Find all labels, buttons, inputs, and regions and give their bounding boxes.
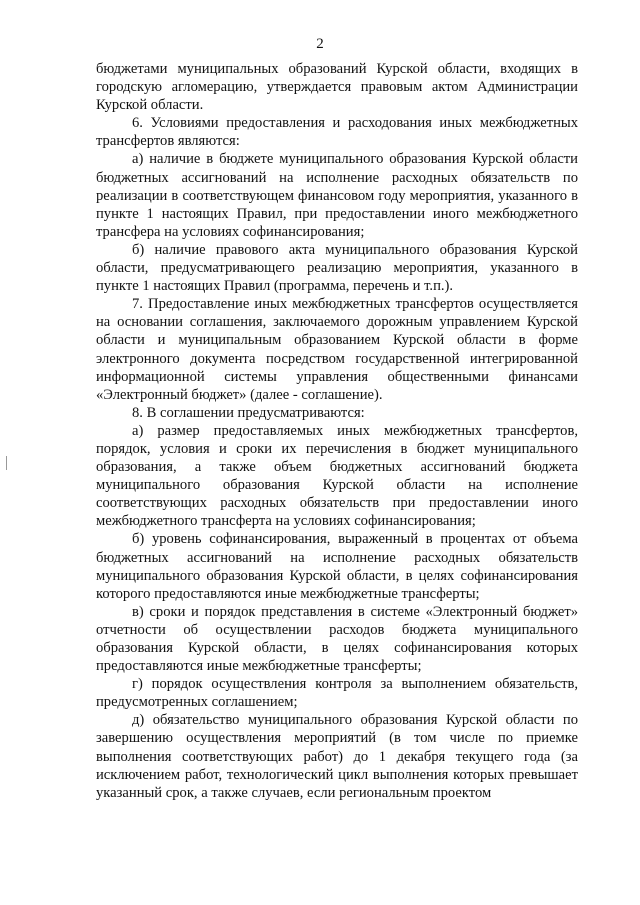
document-body [96,60,578,802]
paragraph-8c: в) сроки и порядок представления в системе «Электронный бюджет» отчетности об осуществлении расходов бюджета муниципального образования Курской области, в целях софинансирования которых предоставляются иные межбюджетные трансферты; [96,603,578,675]
paragraph-8a: а) размер предоставляемых иных межбюджетных трансфертов, порядок, условия и сроки их перечисления в бюджет муниципального образования, а также объем бюджетных ассигнований бюджета муниципального образования Курской области на исполнение соответствующих расходных обязательств при предоставлении иного межбюджетного трансферта на условиях софинансирования; [96,422,578,530]
paragraph-8: 8. В соглашении предусматриваются: [132,404,365,421]
margin-mark [6,456,7,470]
paragraph-8b: б) уровень софинансирования, выраженный в процентах от объема бюджетных ассигнований на исполнение расходных обязательств муниципального образования Курской области, в целях софинансирования которого предоставляются иные межбюджетные трансферты; [96,531,578,602]
paragraph-6b: б) наличие правового акта муниципального образования Курской области, предусматривающего реализацию мероприятия, указанного в пункте 1 настоящих Правил (программа, перечень и т.п.). [96,241,578,295]
paragraph-6a: а) наличие в бюджете муниципального образования Курской области бюджетных ассигнований на исполнение расходных обязательств по реализации в соответствующем финансовом году мероприятия, указанного в пункте 1 настоящих Правил, при предоставлении иного межбюджетного трансфера на условиях софинансирования; [96,151,578,240]
paragraph-8e: д) обязательство муниципального образования Курской области по завершению осуществления мероприятий (в том числе по приемке выполнения соответствующих работ) до 1 декабря текущего года (за исключением работ, технологический цикл выполнения которых превышает указанный срок, а также случаев, если региональным проектом [96,712,578,801]
paragraph-8d: г) порядок осуществления контроля за выполнением обязательств, предусмотренных соглашением; [96,676,578,711]
paragraph-continuation: бюджетами муниципальных образований Курской области, входящих в городскую агломерацию, утверждается правовым актом Администрации Курской области. [96,61,578,114]
paragraph-7: 7. Предоставление иных межбюджетных трансфертов осуществляется на основании соглашения, заключаемого дорожным управлением Курской области и муниципальным образованием Курской области в форме электронного документа посредством государственной интегрированной информационной системы управления общественными финансами «Электронный бюджет» (далее - соглашение). [96,296,578,403]
paragraph-6: 6. Условиями предоставления и расходования иных межбюджетных трансфертов являются: [96,115,578,150]
page-number: 2 [316,36,324,52]
